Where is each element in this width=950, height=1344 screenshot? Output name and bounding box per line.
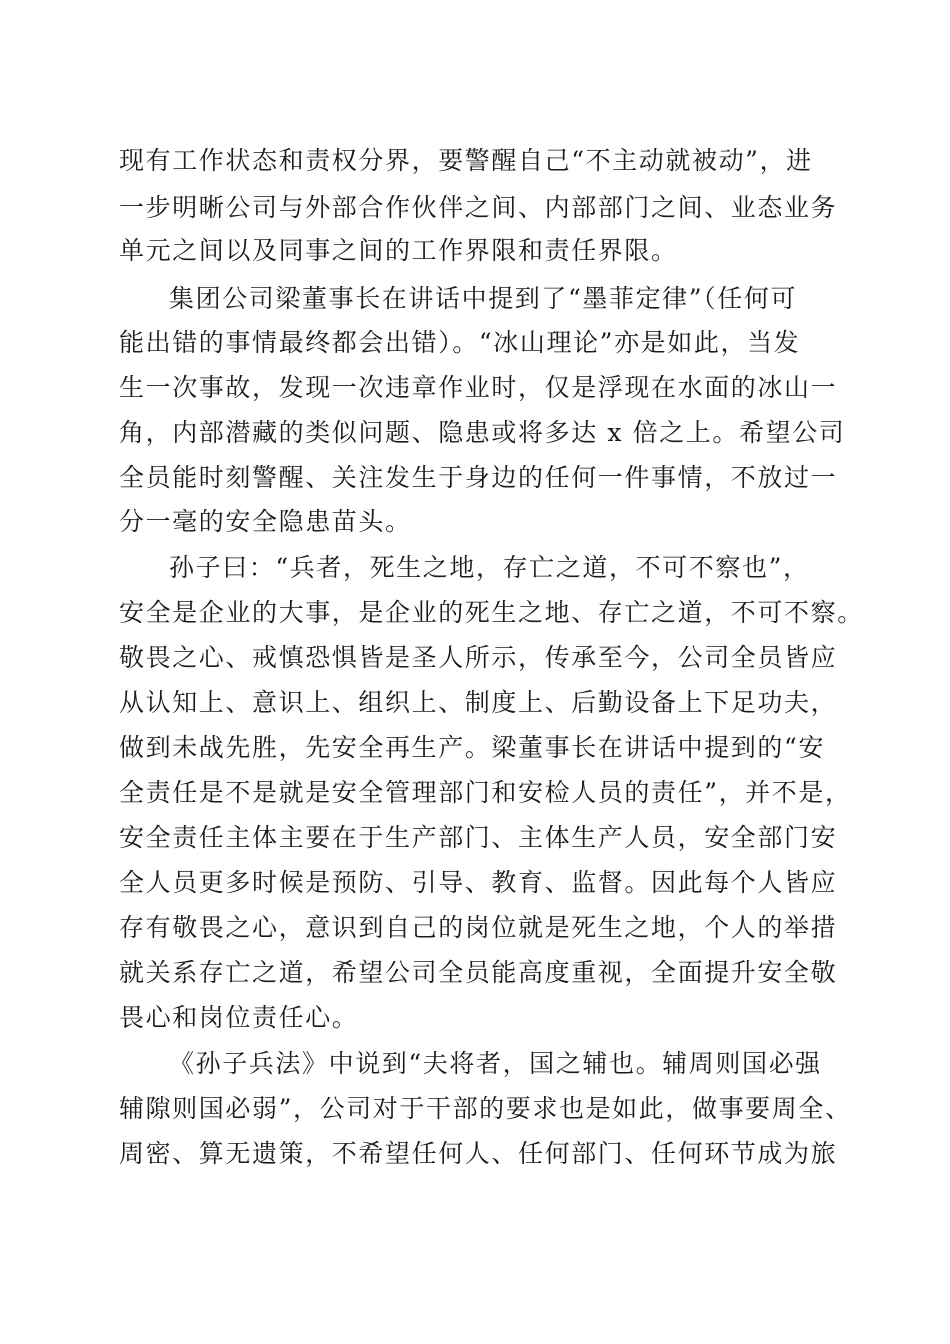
text-line-1: 现有工作状态和责权分界，要警醒自己“不主动就被动”，进 <box>119 146 813 175</box>
text-line-16: 安全责任主体主要在于生产部门、主体生产人员，安全部门安 <box>119 823 838 852</box>
text-line-17: 全人员更多时候是预防、引导、教育、监督。因此每个人皆应 <box>119 868 838 897</box>
text-line-22: 辅隙则国必弱”，公司对于干部的要求也是如此，做事要周全、 <box>119 1094 852 1123</box>
text-line-15: 全责任是不是就是安全管理部门和安检人员的责任”，并不是， <box>119 778 852 807</box>
text-line-7: 角，内部潜藏的类似问题、隐患或将多达 x 倍之上。希望公司 <box>119 418 846 447</box>
paragraph-3-line-1: 孙子曰：“兵者，死生之地，存亡之道，不可不察也”， <box>169 553 810 582</box>
paragraph-4-line-1: 《孙子兵法》中说到“夫将者，国之辅也。辅周则国必强 <box>169 1049 822 1078</box>
text-line-11: 安全是企业的大事，是企业的死生之地、存亡之道，不可不察。 <box>119 598 864 627</box>
text-line-23: 周密、算无遗策，不希望任何人、任何部门、任何环节成为旅 <box>119 1139 838 1168</box>
text-line-2: 一步明晰公司与外部合作伙伴之间、内部部门之间、业态业务 <box>119 193 838 222</box>
text-line-13: 从认知上、意识上、组织上、制度上、后勤设备上下足功夫， <box>119 688 838 717</box>
text-line-12: 敬畏之心、戒慎恐惧皆是圣人所示，传承至今，公司全员皆应 <box>119 643 838 672</box>
paragraph-2-line-1: 集团公司梁董事长在讲话中提到了“墨菲定律”（任何可 <box>169 284 798 313</box>
text-line-9: 分一毫的安全隐患苗头。 <box>119 507 412 536</box>
text-line-19: 就关系存亡之道，希望公司全员能高度重视，全面提升安全敬 <box>119 958 838 987</box>
text-line-6: 生一次事故，发现一次违章作业时，仅是浮现在水面的冰山一 <box>119 373 838 402</box>
text-line-14: 做到未战先胜，先安全再生产。梁董事长在讲话中提到的“安 <box>119 733 825 762</box>
text-line-8: 全员能时刻警醒、关注发生于身边的任何一件事情，不放过一 <box>119 463 838 492</box>
text-line-3: 单元之间以及同事之间的工作界限和责任界限。 <box>119 236 678 265</box>
text-line-5: 能出错的事情最终都会出错）。“冰山理论”亦是如此，当发 <box>119 328 801 357</box>
text-line-20: 畏心和岗位责任心。 <box>119 1003 359 1032</box>
text-line-18: 存有敬畏之心，意识到自己的岗位就是死生之地，个人的举措 <box>119 913 838 942</box>
